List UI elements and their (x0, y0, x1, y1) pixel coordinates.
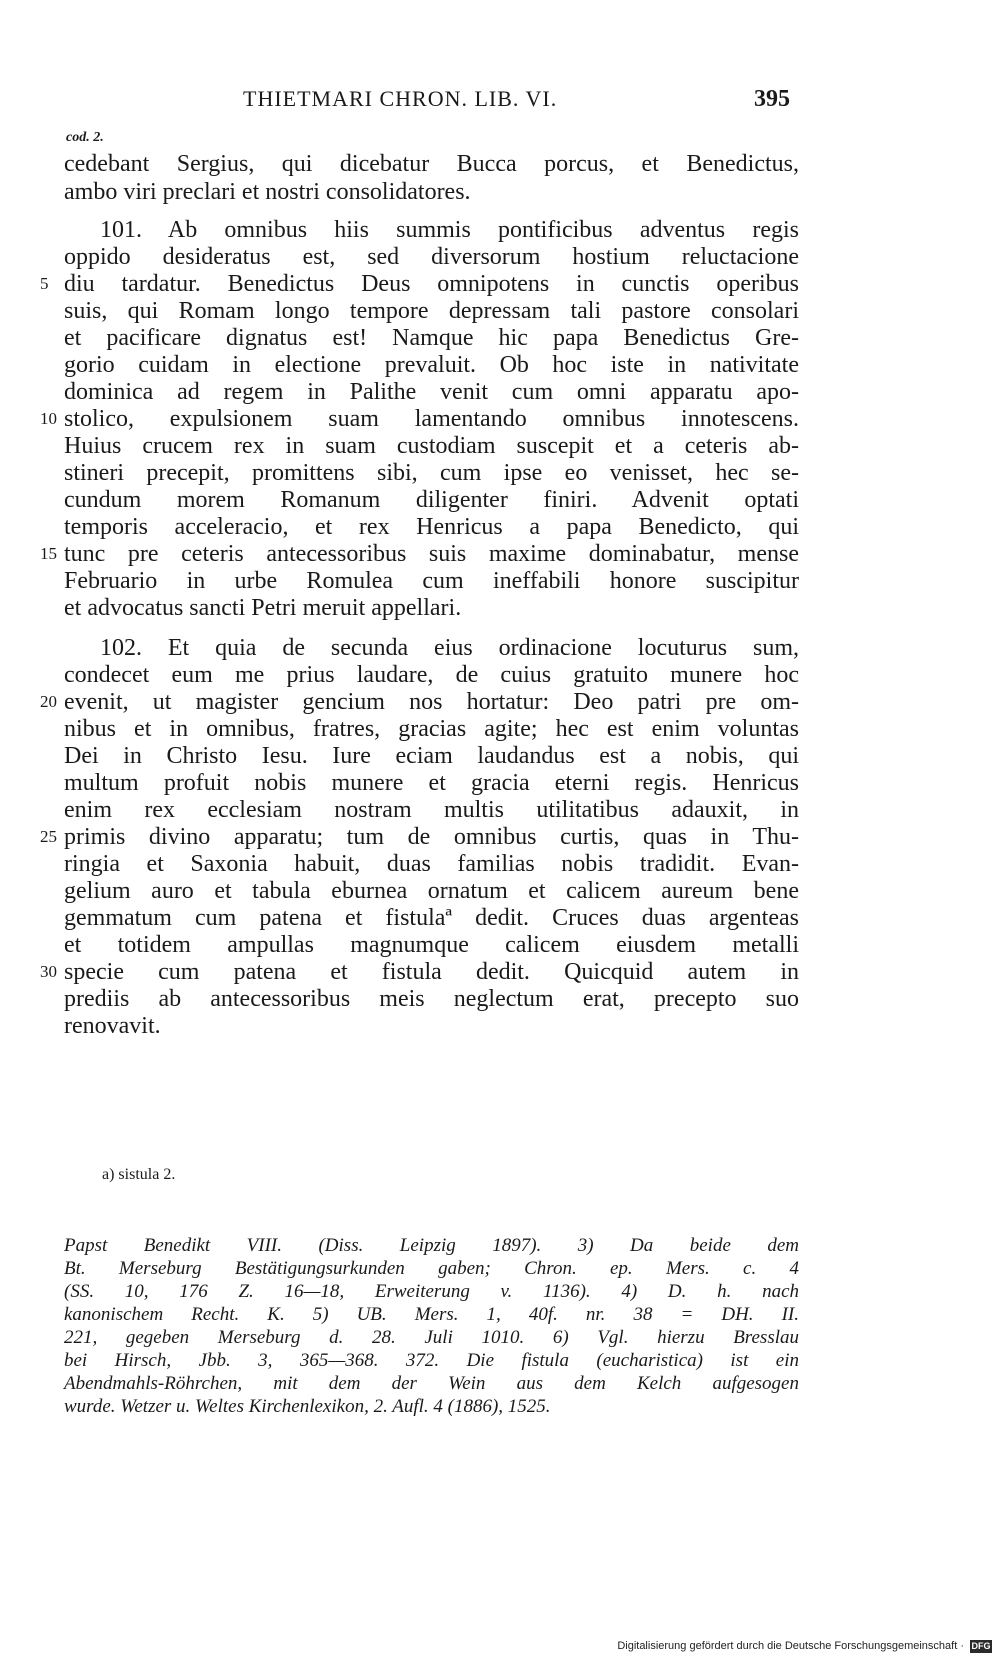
body-line: 102. Et quia de secunda eius ordinacione locuturus sum, (100, 635, 799, 661)
body-line: 101. Ab omnibus hiis summis pontificibus adventus regis (100, 217, 799, 243)
body-line: tunc pre ceteris antecessoribus suis maxime dominabatur, mense (64, 541, 799, 567)
body-line: nibus et in omnibus, fratres, gracias agite; hec est enim voluntas (64, 716, 799, 742)
footnote-line: kanonischem Recht. K. 5) UB. Mers. 1, 40f. nr. 38 = DH. II. (64, 1304, 799, 1325)
line-number: 20 (40, 692, 57, 711)
body-line: suis, qui Romam longo tempore depressam tali pastore consolari (64, 298, 799, 324)
body-line: evenit, ut magister gencium nos hortatur: Deo patri pre om- (64, 689, 799, 715)
digitization-credit: Digitalisierung gefördert durch die Deutsche Forschungsgemeinschaft · (617, 1640, 964, 1652)
body-line: multum profuit nobis munere et gracia eterni regis. Henricus (64, 770, 799, 796)
body-line: diu tardatur. Benedictus Deus omnipotens in cunctis operibus (64, 271, 799, 297)
footnote-line: 221, gegeben Merseburg d. 28. Juli 1010. 6) Vgl. hierzu Bresslau (64, 1327, 799, 1348)
footnote-line: bei Hirsch, Jbb. 3, 365—368. 372. Die fistula (eucharistica) ist ein (64, 1350, 799, 1371)
body-line: Dei in Christo Iesu. Iure eciam laudandus est a nobis, qui (64, 743, 799, 769)
line-number: 15 (40, 544, 57, 563)
body-line: stolico, expulsionem suam lamentando omnibus innotescens. (64, 406, 799, 432)
footnote-line: Bt. Merseburg Bestätigungsurkunden gaben; Chron. ep. Mers. c. 4 (64, 1258, 799, 1279)
critical-apparatus: a) sistula 2. (102, 1166, 176, 1183)
footnote-line: Papst Benedikt VIII. (Diss. Leipzig 1897). 3) Da beide dem (64, 1235, 799, 1256)
footnote-line: Abendmahls-Röhrchen, mit dem der Wein aus dem Kelch aufgesogen (64, 1373, 799, 1394)
body-line: oppido desideratus est, sed diversorum hostium reluctacione (64, 244, 799, 270)
body-line: Februario in urbe Romulea cum ineffabili honore suscipitur (64, 568, 799, 594)
line-number: 25 (40, 827, 57, 846)
body-line: cedebant Sergius, qui dicebatur Bucca porcus, et Benedictus, (64, 151, 799, 177)
dfg-logo-icon: DFG (971, 1641, 991, 1651)
running-title: THIETMARI CHRON. LIB. VI. (243, 86, 558, 111)
body-line: prediis ab antecessoribus meis neglectum erat, precepto suo (64, 986, 799, 1012)
body-line: specie cum patena et fistula dedit. Quicquid autem in (64, 959, 799, 985)
body-line: renovavit. (64, 1013, 161, 1039)
body-line: cundum morem Romanum diligenter finiri. Advenit optati (64, 487, 799, 513)
body-line: temporis acceleracio, et rex Henricus a papa Benedicto, qui (64, 514, 799, 540)
body-line: Huius crucem rex in suam custodiam suscepit et a ceteris ab- (64, 433, 799, 459)
body-line: primis divino apparatu; tum de omnibus curtis, quas in Thu- (64, 824, 799, 850)
body-line: et advocatus sancti Petri meruit appellari. (64, 595, 462, 621)
body-line: dominica ad regem in Palithe venit cum omni apparatu apo- (64, 379, 799, 405)
line-number: 30 (40, 962, 57, 981)
footnote-line: (SS. 10, 176 Z. 16—18, Erweiterung v. 1136). 4) D. h. nach (64, 1281, 799, 1302)
body-line: gelium auro et tabula eburnea ornatum et calicem aureum bene (64, 878, 799, 904)
manuscript-sidenote: cod. 2. (66, 130, 104, 145)
page-number: 395 (754, 86, 790, 112)
body-line: ringia et Saxonia habuit, duas familias nobis tradidit. Evan- (64, 851, 799, 877)
line-number: 10 (40, 409, 57, 428)
body-line: et pacificare dignatus est! Namque hic papa Benedictus Gre- (64, 325, 799, 351)
line-number: 5 (40, 274, 49, 293)
footnote-line: wurde. Wetzer u. Weltes Kirchenlexikon, 2. Aufl. 4 (1886), 1525. (64, 1396, 551, 1417)
body-line: condecet eum me prius laudare, de cuius gratuito munere hoc (64, 662, 799, 688)
body-line: et totidem ampullas magnumque calicem eiusdem metalli (64, 932, 799, 958)
body-line: stineri precepit, promittens sibi, cum ipse eo venisset, hec se- (64, 460, 799, 486)
body-line: ambo viri preclari et nostri consolidatores. (64, 179, 471, 205)
body-line: gemmatum cum patena et fistulaª dedit. Cruces duas argenteas (64, 905, 799, 931)
body-line: gorio cuidam in electione prevaluit. Ob hoc iste in nativitate (64, 352, 799, 378)
body-line: enim rex ecclesiam nostram multis utilitatibus adauxit, in (64, 797, 799, 823)
